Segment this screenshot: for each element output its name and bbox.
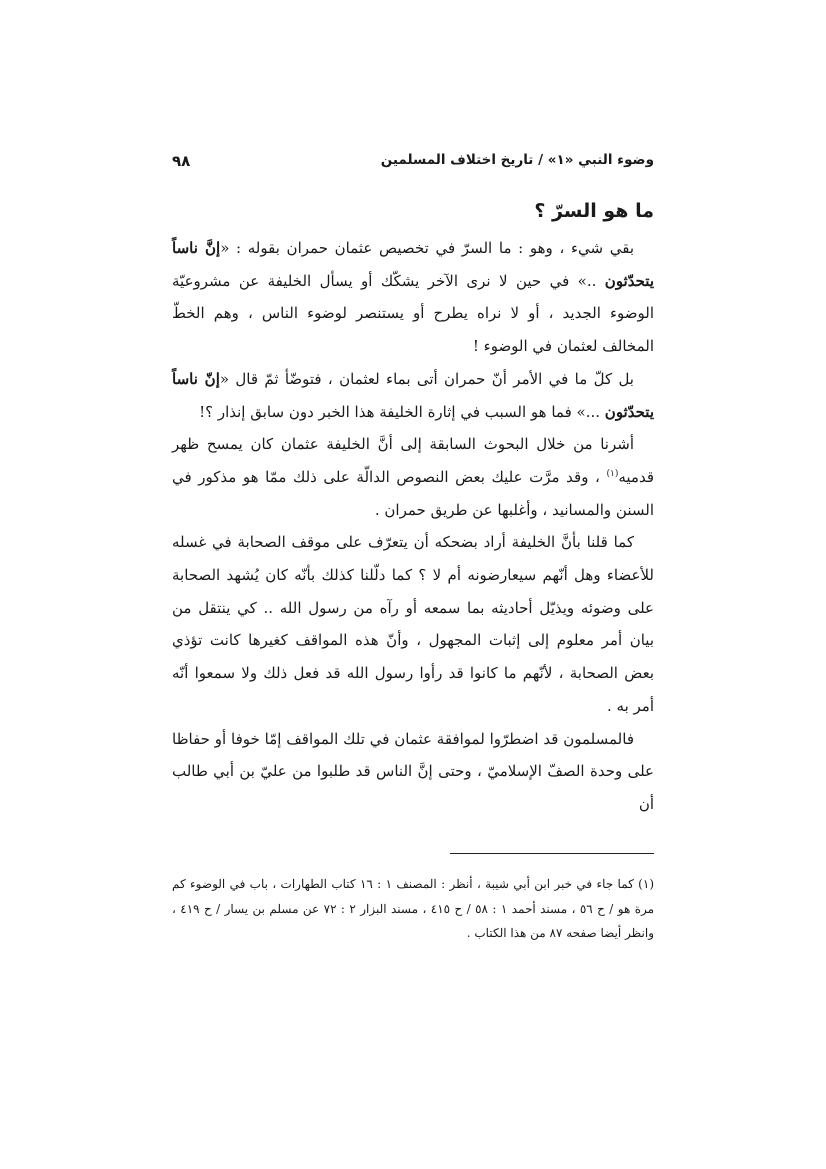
paragraph-3 — [172, 428, 654, 526]
footnote-divider — [450, 853, 654, 854]
footnote-text: (١) كما جاء في خبر ابن أبي شيبة ، أنظر : المصنف ١ : ١٦ كتاب الطهارات ، باب في الوضوء كم مرة هو / ح ٥٦ ، مسند أحمد ١ : ٥٨ / ح ٤١٥ ، مسند البزار ٢ : ٧٢ عن مسلم بن يسار / ح ٤١٩ ، وانظر أيضا صفحه ٨٧ من هذا الكتاب . — [172, 877, 655, 940]
paragraph-1-quote: إنَّ ناساً يتحدّثون — [172, 239, 654, 290]
footnote — [172, 872, 654, 946]
body-text — [172, 232, 654, 821]
running-title: وضوء النبي «١» / تاريخ اختلاف المسلمين — [380, 152, 654, 168]
paragraph-2 — [172, 363, 654, 428]
paragraph-5: فالمسلمون قد اضطرّوا لموافقة عثمان في تلك المواقف إمّا خوفا أو حفاظا على وحدة الصفّ الإسلاميّ ، وحتى إنَّ الناس قد طلبوا من عليّ بن أبي طالب أن — [172, 729, 654, 813]
footnote-reference[interactable]: (١) — [606, 468, 619, 479]
paragraph-2-quote: إنّ ناساً يتحدّثون — [172, 369, 654, 421]
paragraph-1-rest: ..» في حين لا نرى الآخر يشكّك أو يسأل الخليفة عن مشروعيّة الوضوء الجديد ، أو لا نراه يطرح أو يستنصر لوضوء الناس ، وهم الخطّ المخالف لعثمان في الوضوء ! — [172, 271, 654, 356]
paragraph-3-lead: أشرنا من خلال البحوث السابقة إلى أنَّ الخليفة عثمان كان يمسح ظهر قدميه — [172, 435, 654, 486]
paragraph-3-rest: ، وقد مرَّت عليك بعض النصوص الدالّة على ذلك ممّا هو مذكور في السنن والمسانيد ، وأغلبها عن طريق حمران . — [172, 467, 654, 519]
paragraph-2-lead: بل كلّ ما في الأمر أنّ حمران أتى بماء لعثمان ، فتوضّأ ثمّ قال « — [219, 369, 634, 388]
section-heading: ما هو السرّ ؟ — [534, 200, 654, 222]
paragraph-2-rest: ...» فما هو السبب في إثارة الخليفة هذا الخبر دون سابق إنذار ؟! — [199, 402, 605, 421]
paragraph-1-lead: بقي شيء ، وهو : ما السرّ في تخصيص عثمان حمران بقوله : « — [220, 239, 635, 257]
paragraph-4: كما قلنا بأنَّ الخليفة أراد بضحكه أن يتعرّف على موقف الصحابة في غسله للأعضاء وهل أنّهم سيعارضونه أم لا ؟ كما دلّلنا كذلك بأنّه كان يُشهد الصحابة على وضوئه ويذيّل أحاديثه بما سمعه أو رآه من رسول الله .. كي ينتقل من بيان أمر معلوم إلى إثبات المجهول ، وأنّ هذه المواقف كغيرها كانت تؤذي بعض الصحابة ، لأنّهم ما كانوا قد رأوا رسول الله قد فعل ذلك ولا سمعوا أنّه أمر به . — [172, 533, 654, 715]
running-header — [172, 152, 654, 176]
paragraph-1 — [172, 232, 654, 363]
page-number: ٩٨ — [172, 152, 191, 170]
